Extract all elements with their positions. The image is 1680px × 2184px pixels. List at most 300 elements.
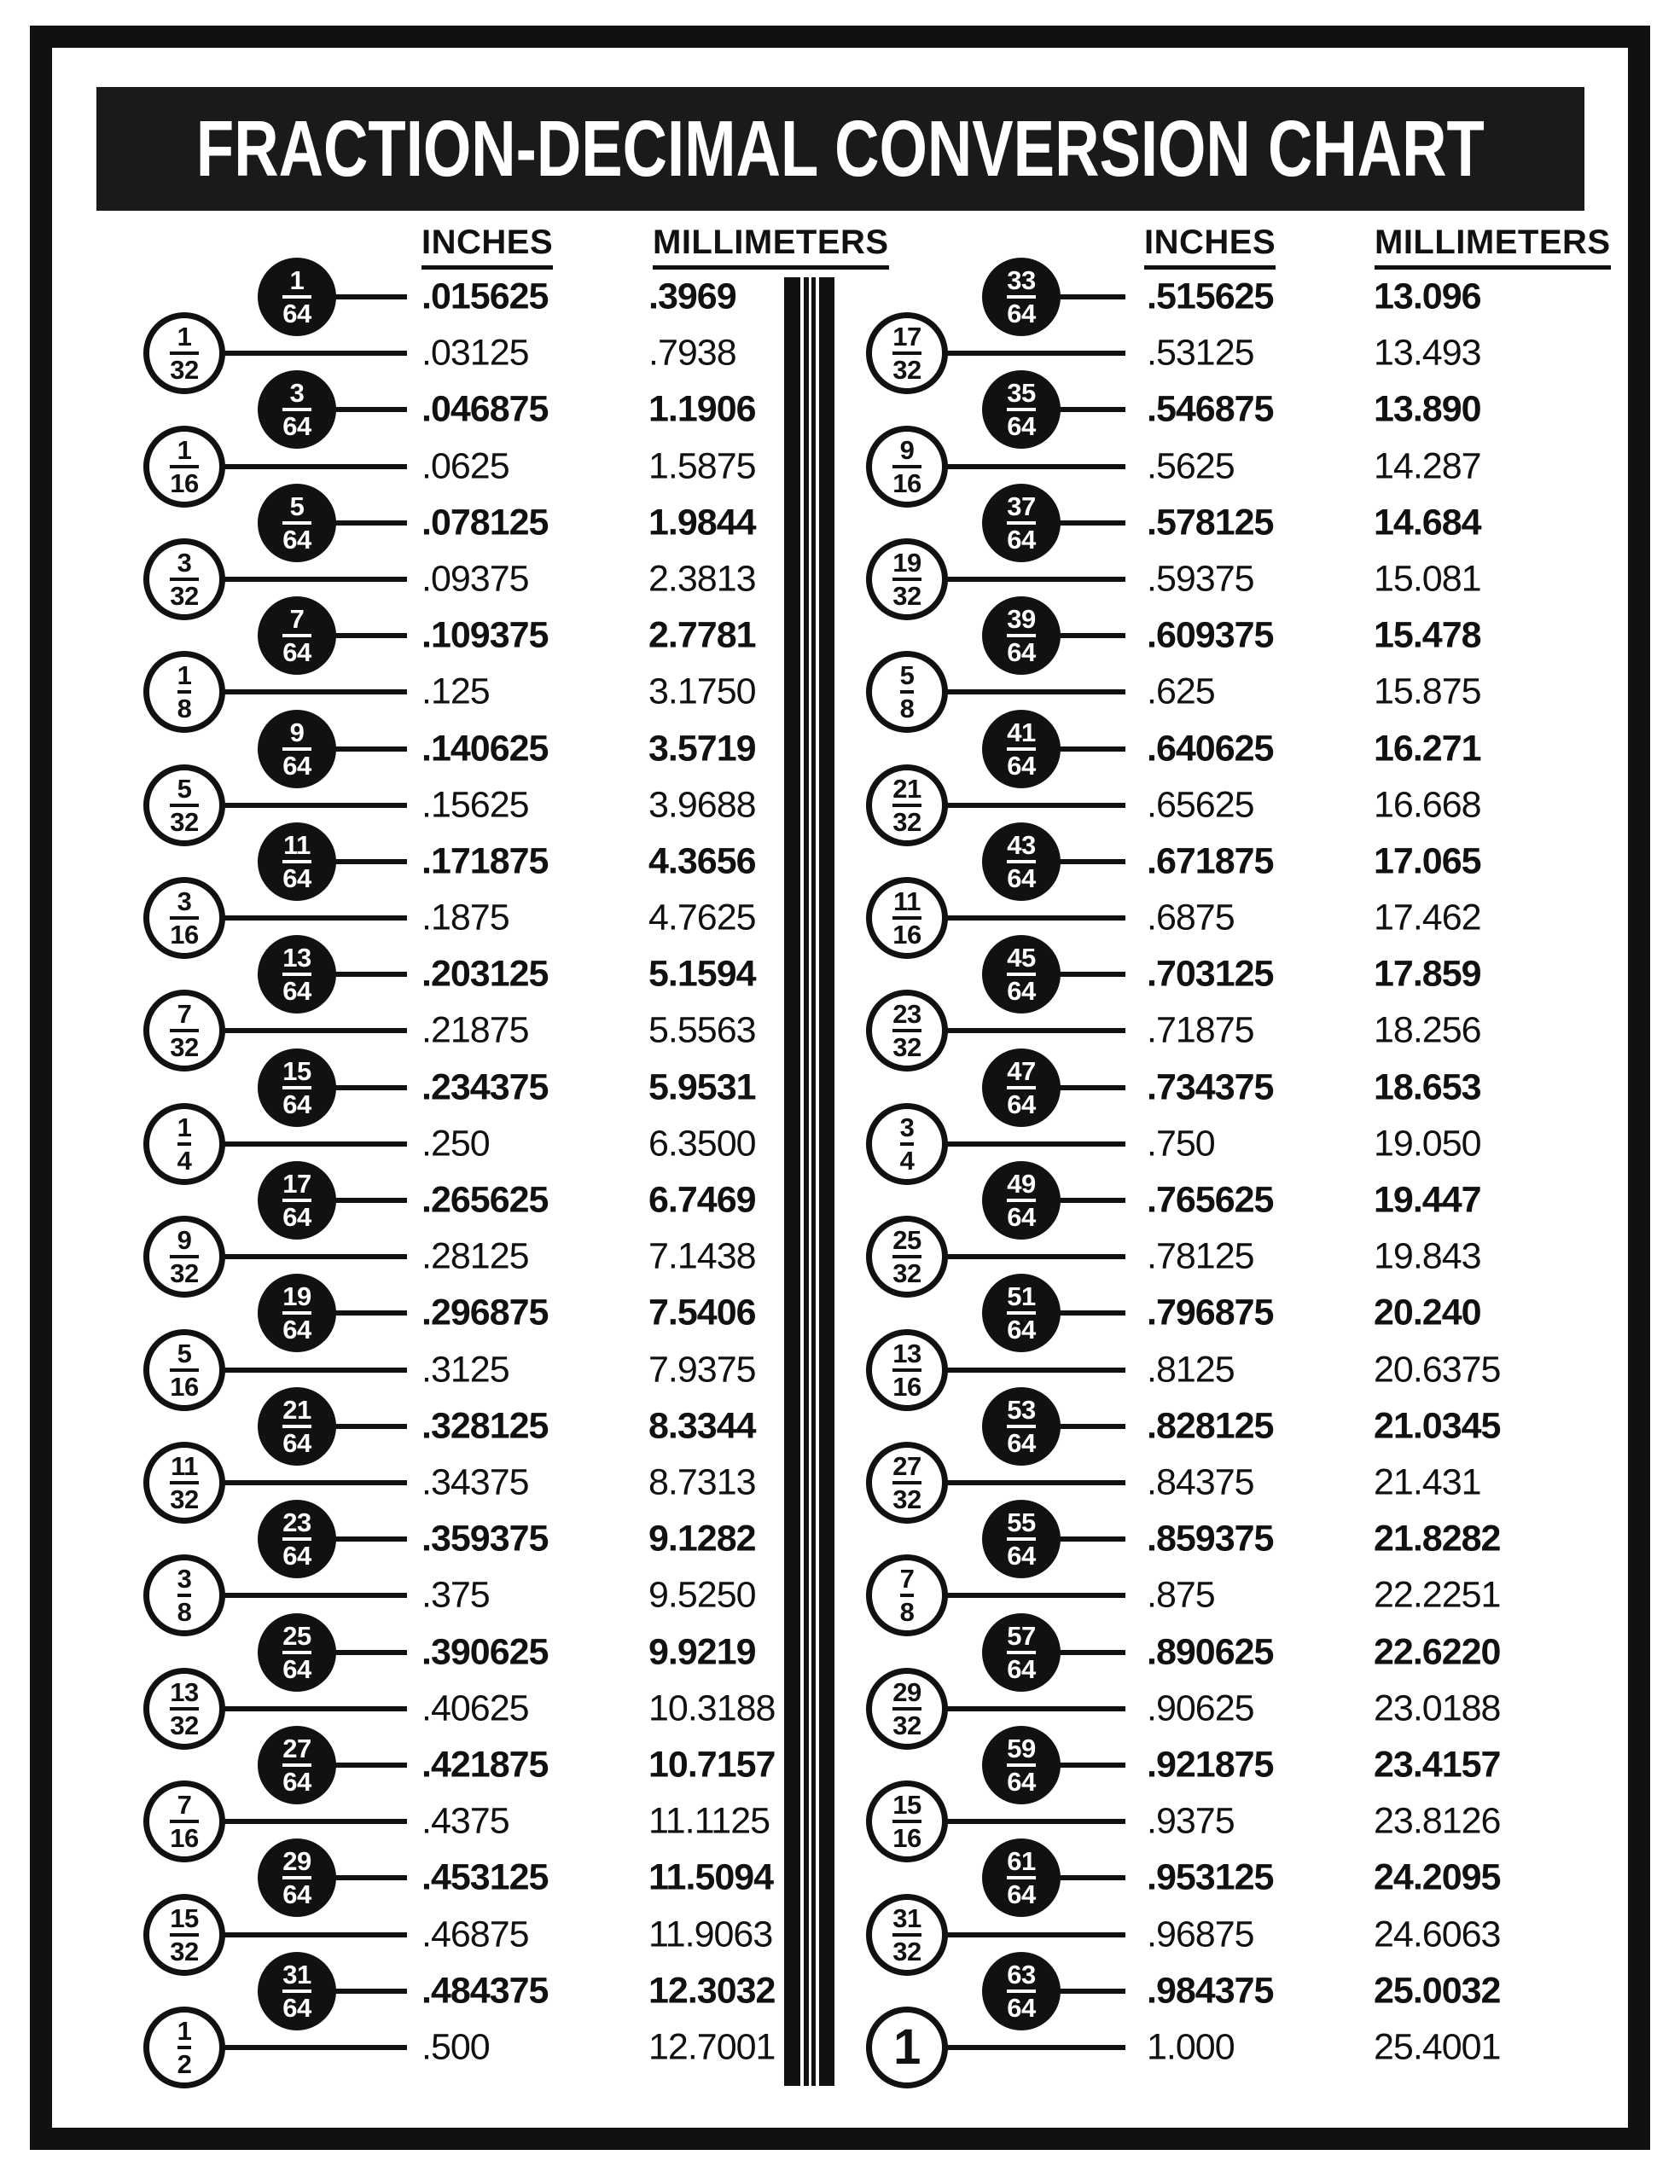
header-inches-left: INCHES (421, 224, 553, 270)
leader-line (333, 1085, 407, 1090)
fraction (177, 1563, 192, 1627)
fraction-denominator: 64 (1007, 1202, 1036, 1232)
fraction-badge (143, 1780, 225, 1862)
fraction-denominator: 64 (282, 751, 311, 781)
fraction-badge (982, 935, 1061, 1014)
fraction-denominator: 64 (1007, 1654, 1036, 1684)
fraction-numerator: 1 (177, 2015, 192, 2046)
leader-line (333, 1198, 407, 1203)
leader-line (333, 1650, 407, 1655)
fraction-numerator: 53 (1007, 1394, 1036, 1425)
fraction-denominator: 32 (170, 1258, 199, 1288)
fraction-numerator: 47 (1007, 1055, 1036, 1086)
millimeters-value: 20.240 (1374, 1292, 1481, 1333)
millimeters-value: 7.1438 (648, 1235, 756, 1277)
fraction-numerator: 13 (282, 942, 311, 973)
fraction-numerator: 1 (893, 2019, 921, 2075)
fraction-numerator: 21 (892, 773, 921, 804)
inches-value: .500 (421, 2026, 490, 2068)
leader-line (333, 520, 407, 526)
inches-value: .421875 (421, 1744, 549, 1786)
fraction-badge (258, 1726, 336, 1804)
leader-line (333, 972, 407, 977)
inches-value: .265625 (421, 1179, 549, 1221)
fraction-badge (982, 1387, 1061, 1466)
fraction-badge (982, 484, 1061, 562)
fraction-numerator: 1 (177, 434, 192, 465)
fraction (282, 1620, 311, 1684)
leader-line (222, 915, 407, 921)
leader-line (333, 746, 407, 752)
fraction-badge (982, 1274, 1061, 1352)
fraction-numerator: 23 (892, 998, 921, 1029)
fraction-badge (143, 1668, 225, 1750)
fraction-badge (143, 1442, 225, 1524)
fraction (1007, 1733, 1036, 1797)
fraction-numerator: 3 (177, 547, 192, 578)
fraction-badge (258, 484, 336, 562)
inches-value: .5625 (1147, 445, 1235, 487)
leader-line (945, 1819, 1125, 1824)
fraction-badge (866, 1780, 948, 1862)
fraction (892, 1338, 921, 1402)
fraction-numerator: 31 (892, 1902, 921, 1933)
fraction-numerator: 1 (289, 264, 305, 295)
fraction-numerator: 35 (1007, 377, 1036, 408)
leader-line (945, 577, 1125, 582)
fraction (1007, 1168, 1036, 1232)
millimeters-value: .7938 (648, 332, 736, 374)
millimeters-value: 22.6220 (1374, 1631, 1501, 1673)
fraction (177, 2015, 192, 2079)
inches-value: .953125 (1147, 1856, 1274, 1898)
fraction-denominator: 32 (892, 1032, 921, 1062)
inches-value: .125 (421, 671, 490, 712)
fraction (892, 321, 921, 385)
fraction-numerator: 7 (899, 1563, 915, 1594)
leader-line (222, 1706, 407, 1711)
fraction-denominator: 32 (892, 1937, 921, 1966)
millimeters-value: 9.1282 (648, 1518, 756, 1560)
leader-line (1057, 294, 1125, 299)
leader-line (222, 1141, 407, 1147)
fraction (282, 829, 311, 893)
fraction-denominator: 32 (892, 581, 921, 611)
header-inches-right: INCHES (1144, 224, 1276, 270)
fraction-badge (982, 596, 1061, 675)
inches-value: .84375 (1147, 1461, 1254, 1503)
millimeters-value: 24.2095 (1374, 1856, 1501, 1898)
leader-line (1057, 1198, 1125, 1203)
fraction-denominator: 32 (170, 1711, 199, 1740)
fraction-badge (982, 258, 1061, 336)
fraction-badge (866, 651, 948, 733)
fraction-denominator: 64 (1007, 1993, 1036, 2023)
fraction-numerator: 23 (282, 1507, 311, 1537)
fraction (282, 1168, 311, 1232)
leader-line (1057, 1310, 1125, 1316)
leader-line (945, 803, 1125, 808)
leader-line (222, 1819, 407, 1824)
fraction (177, 659, 192, 723)
leader-line (1057, 520, 1125, 526)
inches-value: .750 (1147, 1123, 1215, 1165)
inches-value: .59375 (1147, 558, 1254, 600)
inches-value: .625 (1147, 671, 1215, 712)
fraction (170, 434, 199, 498)
fraction (170, 773, 199, 837)
leader-line (222, 1368, 407, 1373)
fraction (170, 547, 199, 611)
fraction-badge (143, 990, 225, 1072)
inches-value: .96875 (1147, 1914, 1254, 1955)
millimeters-value: 21.431 (1374, 1461, 1481, 1503)
inches-value: .40625 (421, 1687, 529, 1729)
fraction-badge (258, 1613, 336, 1692)
inches-value: .250 (421, 1123, 490, 1165)
inches-value: .4375 (421, 1800, 509, 1842)
inches-value: .203125 (421, 953, 549, 995)
leader-line (222, 464, 407, 469)
fraction-badge (866, 538, 948, 620)
inches-value: .390625 (421, 1631, 549, 1673)
leader-line (222, 577, 407, 582)
fraction-badge (258, 822, 336, 901)
leader-line (333, 1310, 407, 1316)
fraction-denominator: 32 (170, 1484, 199, 1514)
leader-line (945, 1480, 1125, 1485)
inches-value: .234375 (421, 1066, 549, 1108)
fraction-badge (143, 312, 225, 394)
fraction (282, 1507, 311, 1571)
fraction (1007, 1620, 1036, 1684)
fraction-badge (258, 1048, 336, 1127)
inches-value: .34375 (421, 1461, 529, 1503)
fraction (282, 603, 311, 667)
leader-line (1057, 1536, 1125, 1542)
fraction (282, 377, 311, 441)
leader-line (333, 1989, 407, 1994)
millimeters-value: 2.7781 (648, 614, 756, 656)
fraction (892, 1224, 921, 1288)
fraction-badge (143, 1329, 225, 1411)
fraction-numerator: 29 (282, 1845, 311, 1876)
millimeters-value: 11.5094 (648, 1856, 774, 1898)
fraction-denominator: 32 (170, 1937, 199, 1966)
fraction-denominator: 64 (1007, 1089, 1036, 1119)
inches-value: .65625 (1147, 784, 1254, 826)
fraction-badge (143, 426, 225, 508)
fraction-denominator: 32 (892, 1484, 921, 1514)
millimeters-value: 22.2251 (1374, 1574, 1501, 1616)
inches-value: .78125 (1147, 1235, 1254, 1277)
fraction-badge (866, 1103, 948, 1185)
fraction-numerator: 41 (1007, 717, 1036, 747)
fraction-numerator: 57 (1007, 1620, 1036, 1651)
leader-line (333, 1875, 407, 1880)
fraction (1007, 942, 1036, 1006)
leader-line (945, 351, 1125, 356)
inches-value: .890625 (1147, 1631, 1274, 1673)
fraction-numerator: 3 (899, 1112, 915, 1142)
leader-line (945, 1141, 1125, 1147)
fraction-badge (143, 1216, 225, 1298)
fraction-badge (143, 1554, 225, 1636)
fraction-badge (982, 822, 1061, 901)
fraction (170, 1789, 199, 1853)
fraction-numerator: 49 (1007, 1168, 1036, 1199)
leader-line (222, 689, 407, 694)
millimeters-value: 8.3344 (648, 1405, 756, 1447)
fraction-denominator: 64 (282, 1993, 311, 2023)
fraction-denominator: 8 (177, 694, 192, 723)
fraction-numerator: 17 (282, 1168, 311, 1199)
millimeters-value: 5.1594 (648, 953, 756, 995)
fraction-numerator: 5 (177, 773, 192, 804)
fraction-denominator: 64 (282, 1428, 311, 1458)
inches-value: .046875 (421, 388, 549, 430)
fraction-denominator: 64 (1007, 751, 1036, 781)
fraction-badge (866, 764, 948, 846)
fraction-badge (982, 1500, 1061, 1578)
fraction (282, 1394, 311, 1458)
fraction-numerator: 61 (1007, 1845, 1036, 1876)
fraction-denominator: 64 (1007, 1879, 1036, 1909)
leader-line (1057, 1650, 1125, 1655)
page-title: FRACTION-DECIMAL CONVERSION CHART (196, 104, 1485, 193)
leader-line (1057, 407, 1125, 412)
millimeters-value: 15.875 (1374, 671, 1481, 712)
inches-value: 1.000 (1147, 2026, 1235, 2068)
fraction (1007, 1394, 1036, 1458)
leader-line (222, 1593, 407, 1598)
inches-value: .921875 (1147, 1744, 1274, 1786)
fraction-badge (143, 651, 225, 733)
inches-value: .640625 (1147, 728, 1274, 770)
fraction-badge (258, 1838, 336, 1917)
leader-line (222, 803, 407, 808)
fraction-badge (258, 1274, 336, 1352)
fraction-numerator: 55 (1007, 1507, 1036, 1537)
leader-line (945, 1254, 1125, 1259)
fraction-numerator: 5 (177, 1338, 192, 1368)
fraction-numerator: 3 (289, 377, 305, 408)
fraction-denominator: 16 (892, 1372, 921, 1402)
millimeters-value: 7.9375 (648, 1349, 756, 1391)
millimeters-value: 13.096 (1374, 276, 1481, 317)
millimeters-value: 24.6063 (1374, 1914, 1501, 1955)
millimeters-value: 5.5563 (648, 1009, 756, 1051)
fraction-numerator: 39 (1007, 603, 1036, 634)
fraction-denominator: 64 (282, 976, 311, 1006)
inches-value: .28125 (421, 1235, 529, 1277)
inches-value: .828125 (1147, 1405, 1274, 1447)
fraction (1007, 377, 1036, 441)
millimeters-value: 13.890 (1374, 388, 1481, 430)
millimeters-value: 1.5875 (648, 445, 756, 487)
millimeters-value: .3969 (648, 276, 736, 317)
fraction-numerator: 1 (177, 1112, 192, 1142)
inches-value: .296875 (421, 1292, 549, 1333)
fraction-badge (982, 1613, 1061, 1692)
fraction-denominator: 8 (899, 694, 915, 723)
millimeters-value: 2.3813 (648, 558, 756, 600)
fraction-denominator: 64 (282, 411, 311, 441)
fraction (1007, 264, 1036, 328)
fraction-denominator: 16 (170, 1372, 199, 1402)
fraction (170, 1338, 199, 1402)
millimeters-value: 25.0032 (1374, 1970, 1501, 2012)
fraction-denominator: 16 (170, 468, 199, 498)
fraction (892, 1450, 921, 1514)
fraction-numerator: 15 (170, 1902, 199, 1933)
fraction-badge (866, 426, 948, 508)
inches-value: .8125 (1147, 1349, 1235, 1391)
fraction (892, 1902, 921, 1966)
inches-value: .9375 (1147, 1800, 1235, 1842)
fraction-badge (258, 1500, 336, 1578)
inches-value: .015625 (421, 276, 549, 317)
millimeters-value: 19.050 (1374, 1123, 1481, 1165)
fraction-badge (258, 258, 336, 336)
fraction-badge (866, 877, 948, 959)
fraction-denominator: 8 (177, 1597, 192, 1627)
fraction-denominator: 64 (1007, 525, 1036, 555)
millimeters-value: 4.7625 (648, 897, 756, 938)
millimeters-value: 18.256 (1374, 1009, 1481, 1051)
leader-line (1057, 859, 1125, 864)
leader-line (333, 407, 407, 412)
fraction-denominator: 64 (282, 1315, 311, 1345)
inches-value: .703125 (1147, 953, 1274, 995)
leader-line (945, 1932, 1125, 1937)
fraction-numerator: 5 (289, 491, 305, 521)
inches-value: .21875 (421, 1009, 529, 1051)
fraction-denominator: 4 (899, 1146, 915, 1176)
fraction-badge (982, 1048, 1061, 1127)
leader-line (945, 464, 1125, 469)
fraction-numerator: 21 (282, 1394, 311, 1425)
fraction-badge (982, 1726, 1061, 1804)
millimeters-value: 1.9844 (648, 502, 756, 543)
leader-line (222, 1932, 407, 1937)
leader-line (333, 294, 407, 299)
inches-value: .46875 (421, 1914, 529, 1955)
fraction-denominator: 32 (170, 355, 199, 385)
inches-value: .609375 (1147, 614, 1274, 656)
millimeters-value: 23.0188 (1374, 1687, 1501, 1729)
fraction (1007, 1845, 1036, 1909)
fraction-numerator: 27 (892, 1450, 921, 1481)
fraction-denominator: 64 (1007, 976, 1036, 1006)
millimeters-value: 3.1750 (648, 671, 756, 712)
millimeters-value: 21.8282 (1374, 1518, 1501, 1560)
fraction (170, 1676, 199, 1740)
millimeters-value: 16.668 (1374, 784, 1481, 826)
fraction-badge (866, 1894, 948, 1976)
millimeters-value: 11.9063 (648, 1914, 773, 1955)
fraction-denominator: 64 (282, 1089, 311, 1119)
fraction (1007, 1281, 1036, 1345)
fraction-denominator: 64 (282, 525, 311, 555)
inches-value: .078125 (421, 502, 549, 543)
fraction (892, 886, 921, 950)
millimeters-value: 14.684 (1374, 502, 1481, 543)
fraction-badge (143, 764, 225, 846)
leader-line (1057, 1989, 1125, 1994)
millimeters-value: 12.3032 (648, 1970, 776, 2012)
inches-value: .515625 (1147, 276, 1274, 317)
fraction (899, 659, 915, 723)
fraction-denominator: 64 (1007, 411, 1036, 441)
fraction-badge (866, 1329, 948, 1411)
fraction-denominator: 32 (170, 1032, 199, 1062)
millimeters-value: 5.9531 (648, 1066, 756, 1108)
fraction-numerator: 1 (177, 321, 192, 351)
millimeters-value: 6.3500 (648, 1123, 756, 1165)
millimeters-value: 23.4157 (1374, 1744, 1501, 1786)
fraction-denominator: 64 (282, 637, 311, 667)
millimeters-value: 12.7001 (648, 2026, 776, 2068)
fraction-numerator: 59 (1007, 1733, 1036, 1763)
fraction-badge (258, 935, 336, 1014)
fraction-badge (258, 710, 336, 788)
inches-value: .984375 (1147, 1970, 1274, 2012)
fraction-numerator: 11 (171, 1450, 198, 1481)
fraction (282, 1733, 311, 1797)
inches-value: .484375 (421, 1970, 549, 2012)
fraction-numerator: 9 (899, 434, 915, 465)
fraction-numerator: 43 (1007, 829, 1036, 860)
millimeters-value: 16.271 (1374, 728, 1481, 770)
leader-line (945, 2045, 1125, 2050)
fraction (892, 773, 921, 837)
fraction-badge (866, 990, 948, 1072)
fraction-denominator: 16 (892, 1823, 921, 1853)
fraction-badge (866, 1668, 948, 1750)
millimeters-value: 10.7157 (648, 1744, 776, 1786)
millimeters-value: 25.4001 (1374, 2026, 1501, 2068)
fraction-denominator: 4 (177, 1146, 192, 1176)
fraction-numerator: 3 (177, 886, 192, 916)
fraction-denominator: 32 (170, 581, 199, 611)
fraction-badge (143, 1103, 225, 1185)
leader-line (1057, 1424, 1125, 1429)
leader-line (222, 2045, 407, 2050)
inches-value: .375 (421, 1574, 490, 1616)
fraction-denominator: 64 (282, 1541, 311, 1571)
fraction (1007, 717, 1036, 781)
fraction-badge (982, 710, 1061, 788)
fraction (892, 1676, 921, 1740)
fraction (170, 1450, 199, 1514)
fraction-numerator: 19 (892, 547, 921, 578)
inches-value: .3125 (421, 1349, 509, 1391)
fraction (892, 1789, 921, 1853)
millimeters-value: 17.859 (1374, 953, 1481, 995)
leader-line (222, 351, 407, 356)
inches-value: .859375 (1147, 1518, 1274, 1560)
fraction-numerator: 15 (282, 1055, 311, 1086)
leader-line (333, 633, 407, 638)
fraction (1007, 1055, 1036, 1119)
fraction-numerator: 15 (892, 1789, 921, 1820)
millimeters-value: 20.6375 (1374, 1349, 1501, 1391)
inches-value: .15625 (421, 784, 529, 826)
millimeters-value: 21.0345 (1374, 1405, 1501, 1447)
fraction-denominator: 32 (892, 355, 921, 385)
millimeters-value: 3.5719 (648, 728, 756, 770)
